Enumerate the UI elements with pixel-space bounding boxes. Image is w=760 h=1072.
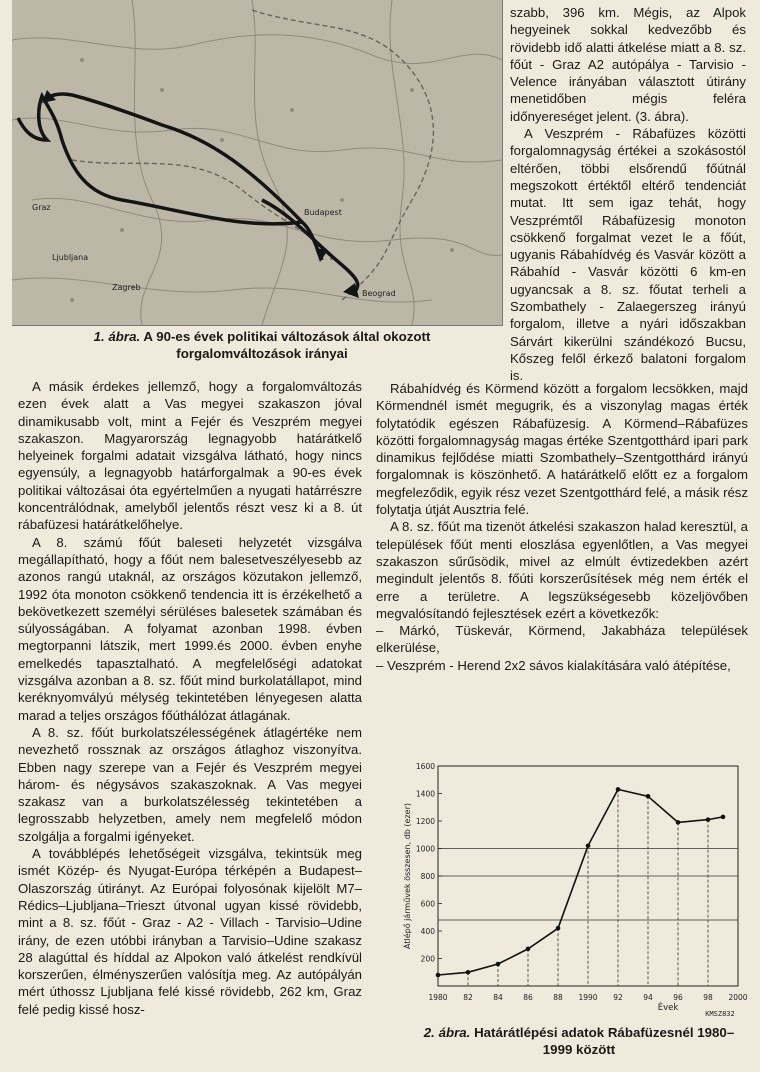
y-tick-label: 1200 (415, 817, 435, 826)
x-tick-label: 86 (523, 993, 533, 1002)
data-point (586, 843, 591, 848)
x-tick-label: 92 (613, 993, 623, 1002)
x-tick-label: 1980 (428, 993, 448, 1002)
y-tick-label: 1000 (415, 844, 435, 854)
paragraph: A 8. számú főút baleseti helyzetét vizsgálva megállapítható, hogy a főút nem balesetveszélyesebb az azonos rangú utaknál, az országos közutakon jellemző, 1992 óta monoton csökkenő tendencia itt is érzékelhető a bekövetkezett személyi sérüléses balesetek számában és súlyosságában. A folyamat azonban 1998. évben megtorpanni látszik, mert 1999.és 2000. évben enyhe emelkedés tapasztalható. A megfelelőségi adatokat vizsgálva azonban a 8. sz. főút mind burkolatállapot, mind keréknyomvályú mélység tekintetében lényegesen alatta marad a teljes országos főúthálózat átlagának. (18, 534, 362, 723)
x-tick-label: 2000 (728, 993, 748, 1002)
data-point (706, 817, 711, 822)
map-label-zagreb: Zagreb (112, 283, 141, 292)
paragraph: szabb, 396 km. Mégis, az Alpok hegyeinek sokkal kedvezőbb és rövidebb idő alatti átkelése miatt a 8. sz. főút - Graz A2 autópálya - Tarvisio - Velence irányában választott útirány menetidőben mégis feléra időnyereséget jelent. (3. ábra). (510, 5, 746, 124)
y-axis-label: Átlépő járművek összesen, db (ezer) (403, 803, 412, 949)
map-caption-text: A 90-es évek politikai változások által okozott forgalomváltozások irányai (143, 329, 431, 361)
y-tick-label: 600 (420, 899, 435, 909)
x-tick-label: 88 (553, 993, 563, 1002)
stamp-text: KMSZ832 (705, 1010, 735, 1018)
x-tick-label: 96 (673, 993, 683, 1002)
line-chart (400, 758, 750, 1020)
paragraph: A másik érdekes jellemző, hogy a forgalomváltozás ezen évek alatt a Vas megyei szakaszon jóval dinamikusabb volt, mint a Fejér és Veszprém megyei szakaszon. Magyarország legnagyobb határátkelő helyeinek forgalmi adatait vizsgálva látható, hogy nincs egyensúly, a legnagyobb határforgalmak a 90-es évek politikai változásai óta egyértelműen a nyugati határrészre koncentrálódnak, amelyből jelentős részt vesz ki a 8. út rábafüzesi határátkelőhelye. (18, 379, 362, 533)
map-label-ljubljana: Ljubljana (52, 253, 89, 262)
data-point (436, 973, 441, 978)
x-tick-label: 94 (643, 993, 653, 1002)
x-tick-label: 98 (703, 993, 713, 1002)
map-caption-number: 1. ábra. (93, 329, 141, 344)
data-point (556, 926, 561, 931)
left-column (18, 378, 362, 1018)
data-point (676, 820, 681, 825)
y-tick-label: 800 (420, 872, 435, 881)
y-tick-label: 400 (420, 927, 435, 936)
stamp (705, 1010, 735, 1018)
x-axis-label: Évek (657, 1003, 679, 1013)
data-point (646, 794, 651, 799)
map-label-budapest: Budapest (304, 208, 342, 217)
list-item: – Veszprém - Herend 2x2 sávos kialakítására való átépítése, (376, 657, 731, 673)
x-tick-label: 1990 (578, 993, 598, 1002)
data-point (526, 947, 531, 952)
map-image (12, 0, 502, 325)
right-top-column (510, 4, 746, 385)
y-tick-label: 1600 (415, 762, 435, 771)
chart-caption-text: Határátlépési adatok Rábafüzesnél 1980–1999 között (474, 1025, 735, 1057)
series-line (438, 789, 723, 975)
right-middle-column (376, 380, 748, 674)
data-point (721, 815, 726, 820)
x-tick-label: 84 (493, 993, 503, 1002)
paragraph: A Veszprém - Rábafüzes közötti forgalomnagyság értékei a szokásostól eltérően, többi elsőrendű főútnál megszokott értéktől eltérő tendenciát mutat. Itt sem igaz tehát, hogy Veszprémtől Rábafüzesig monoton csökkenő forgalmat vezet le a főút, ugyanis Rábahídvég és Vasvár között a Rábahíd - Vasvár közötti 6 km-en ugyancsak a 8. sz. főutat terheli a Szombathely - Zalaegerszeg irányú forgalom, illetve a nyári időszakban Sárvárt kikerülni szándékozó Bucsu, Kőszeg felől érkező balatoni forgalom is. (510, 126, 746, 384)
data-point (496, 962, 501, 967)
list-item: – Márkó, Tüskevár, Körmend, Jakabháza települések elkerülése, (376, 623, 748, 656)
y-tick-label: 1400 (415, 789, 435, 799)
data-point (466, 970, 471, 975)
paragraph: A 8. sz. főút burkolatszélességének átlagértéke nem nevezhető rossznak az országos átlaghoz viszonyítva. Ebben nagy szerepe van a Fejér és Veszprém megyei három- és négysávos szakaszoknak. A Vas megyei szakasz van a burkolatszélesség tekintetében a legrosszabb helyzetben, amely nem megfelelő módon szolgálja a forgalmi igényeket. (18, 724, 362, 844)
paragraph: A továbblépés lehetőségeit vizsgálva, tekintsük meg ismét Közép- és Nyugat-Európa térképén a Budapest–Olaszország útirányt. Az Európai folyosónak kijelölt M7–Rédics–Ljubljana–Trieszt útvonal ugyan kissé rövidebb, mint a 8. sz. főút - Graz - A2 - Villach - Tarvisio–Udine irány, de ezen utóbbi irányban a Tarvisio–Udine szakasz 28 alagúttal és híddal az Alpokon való átkelést rendkívül korszerűen, élményszerűen valósítja meg. Az autópályán mért úthossz Ljubljana felé kissé rövidebb, 262 km, Graz felé pedig kissé hosz- (18, 846, 362, 1017)
map-label-graz: Graz (32, 203, 51, 212)
map-label-beograd: Beograd (362, 289, 396, 298)
y-tick-label: 200 (420, 954, 435, 964)
data-point (616, 787, 621, 792)
chart-caption (414, 1024, 744, 1058)
chart-caption-number: 2. ábra. (423, 1025, 471, 1040)
map-caption (52, 328, 472, 362)
x-tick-label: 82 (463, 993, 473, 1002)
map-figure (12, 0, 503, 326)
paragraph: A 8. sz. főút ma tizenöt átkelési szakaszon halad keresztül, a települések főút menti eloszlása egyenlőtlen, a Vas megyei szakaszon sűrűsödik, mivel az elmúlt évtizedekben azért megindult jelentős 8. főúti korszerűsítések még nem érték el erre a területre. A legszükségesebb közeljövőben megvalósítandó fejlesztések ezért a következők: (376, 519, 748, 621)
chart-svg (400, 758, 750, 1020)
paragraph: Rábahídvég és Körmend között a forgalom lecsökken, majd Körmendnél ismét megugrik, és a viszonylag magas érték folytatódik egészen Rábafüzesig. A Körmend–Rábafüzes közötti forgalomnagyság magas értéke Szentgotthárd ipari park dinamikus fejlődése miatti Szombathely–Szentgotthárd irányú forgalomnak is köszönhető. A határátkelő előtt ez a forgalom megfeleződik, egyik rész vezet Szentgotthárd felé, a másik rész folytatja útját Ausztria felé. (376, 381, 748, 518)
